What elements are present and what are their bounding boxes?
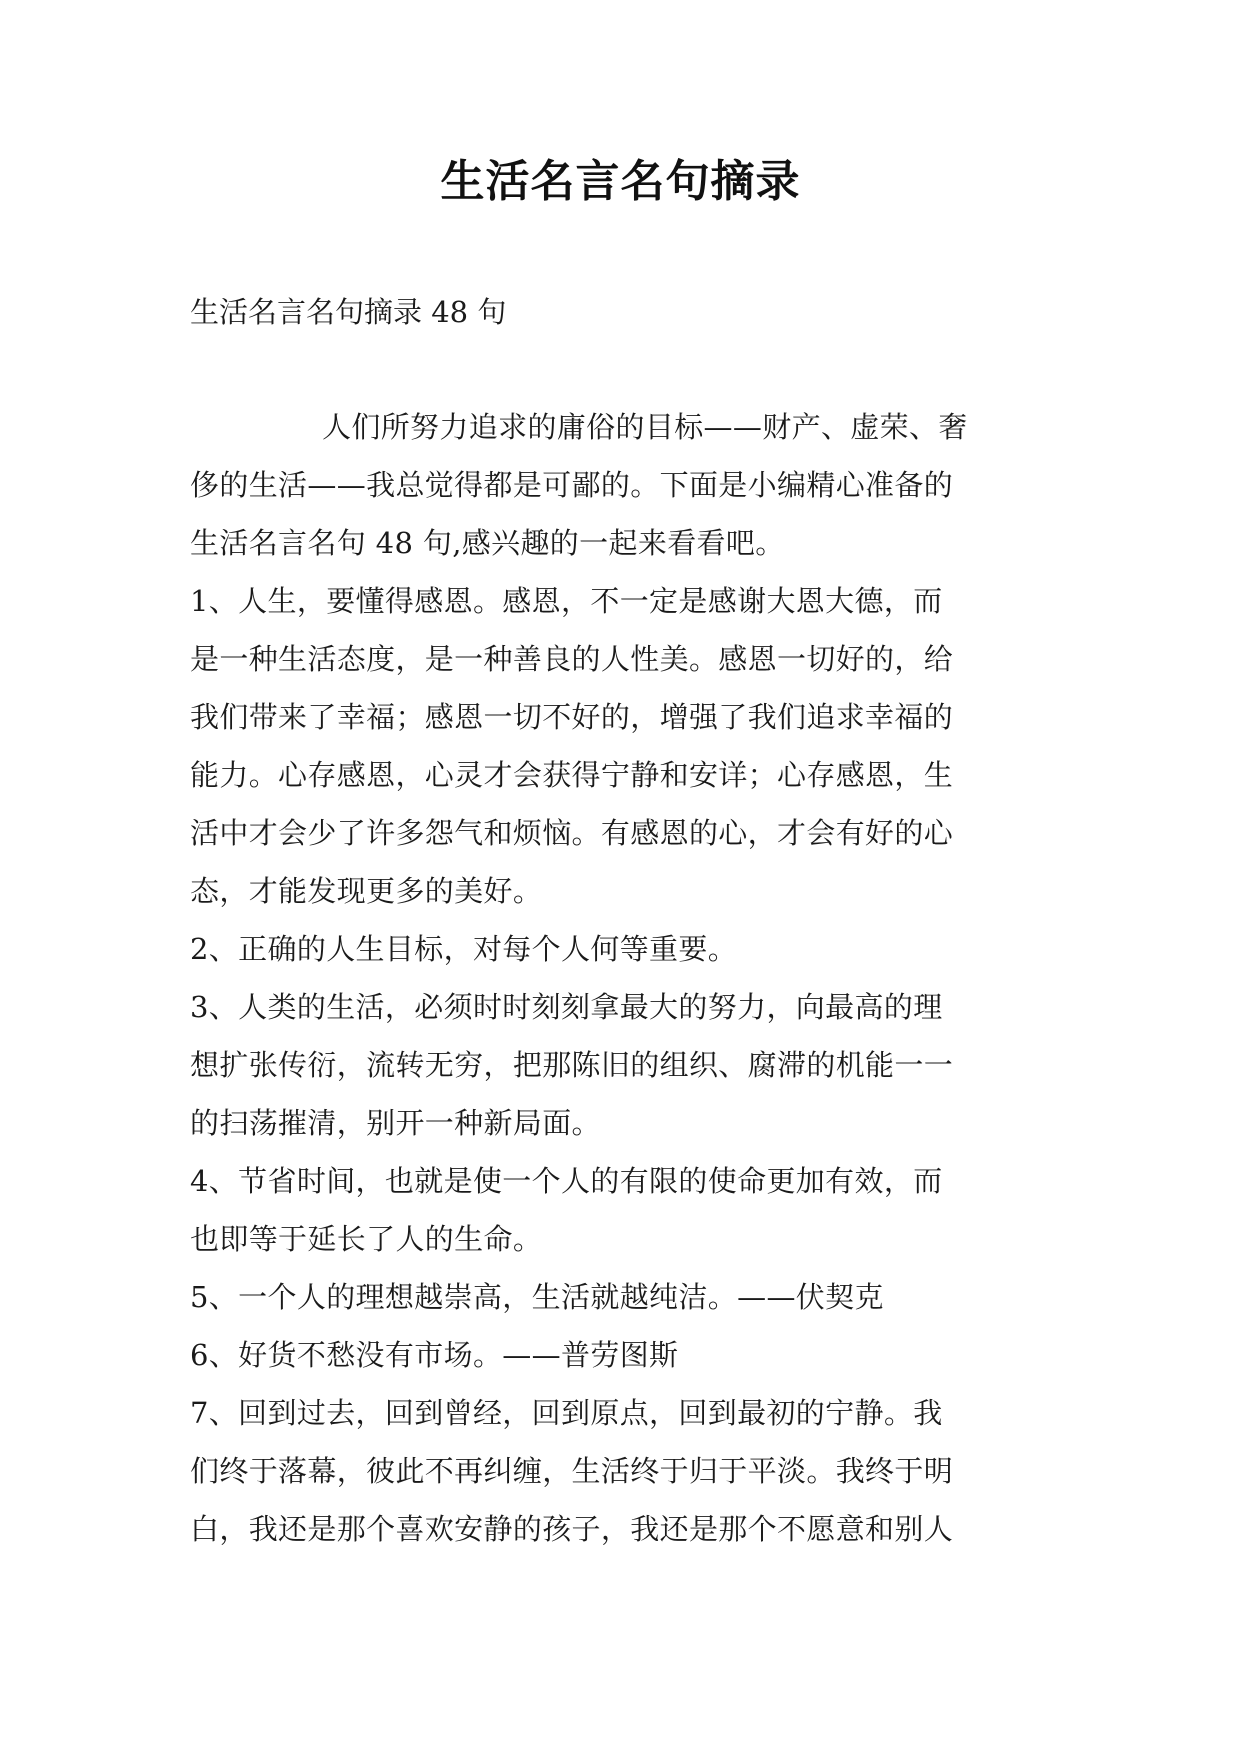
quote-3-line-1: 3、人类的生活，必须时时刻刻拿最大的努力，向最高的理 <box>190 990 943 1024</box>
intro-line-3: 生活名言名句 48 句,感兴趣的一起来看看吧。 <box>190 526 785 560</box>
document-body <box>190 398 1070 1558</box>
quote-7-line-3: 白，我还是那个喜欢安静的孩子，我还是那个不愿意和别人 <box>190 1512 954 1546</box>
quote-1-line-2: 是一种生活态度，是一种善良的人性美。感恩一切好的，给 <box>190 642 954 676</box>
quote-3-line-3: 的扫荡摧清，别开一种新局面。 <box>190 1106 601 1140</box>
quote-3-line-2: 想扩张传衍，流转无穷，把那陈旧的组织、腐滞的机能一一 <box>190 1048 954 1082</box>
quote-2-line-1: 2、正确的人生目标，对每个人何等重要。 <box>190 932 738 966</box>
document-title: 生活名言名句摘录 <box>440 156 801 207</box>
quote-7-line-1: 7、回到过去，回到曾经，回到原点，回到最初的宁静。我 <box>190 1396 943 1430</box>
quote-4-line-2: 也即等于延长了人的生命。 <box>190 1222 543 1256</box>
intro-line-2: 侈的生活——我总觉得都是可鄙的。下面是小编精心准备的 <box>190 468 954 502</box>
quote-1-line-4: 能力。心存感恩，心灵才会获得宁静和安详；心存感恩，生 <box>190 758 954 792</box>
quote-1-line-1: 1、人生，要懂得感恩。感恩，不一定是感谢大恩大德，而 <box>190 584 943 618</box>
document-subtitle: 生活名言名句摘录 48 句 <box>190 295 507 329</box>
quote-1-line-5: 活中才会少了许多怨气和烦恼。有感恩的心，才会有好的心 <box>190 816 954 850</box>
intro-line-1: 人们所努力追求的庸俗的目标——财产、虚荣、奢 <box>322 410 968 444</box>
quote-1-line-3: 我们带来了幸福；感恩一切不好的，增强了我们追求幸福的 <box>190 700 954 734</box>
quote-4-line-1: 4、节省时间，也就是使一个人的有限的使命更加有效，而 <box>190 1164 943 1198</box>
quote-1-line-6: 态，才能发现更多的美好。 <box>190 874 543 908</box>
quote-5-line-1: 5、一个人的理想越崇高，生活就越纯洁。——伏契克 <box>190 1280 884 1314</box>
quote-6-line-1: 6、好货不愁没有市场。——普劳图斯 <box>190 1338 679 1372</box>
quote-7-line-2: 们终于落幕，彼此不再纠缠，生活终于归于平淡。我终于明 <box>190 1454 954 1488</box>
